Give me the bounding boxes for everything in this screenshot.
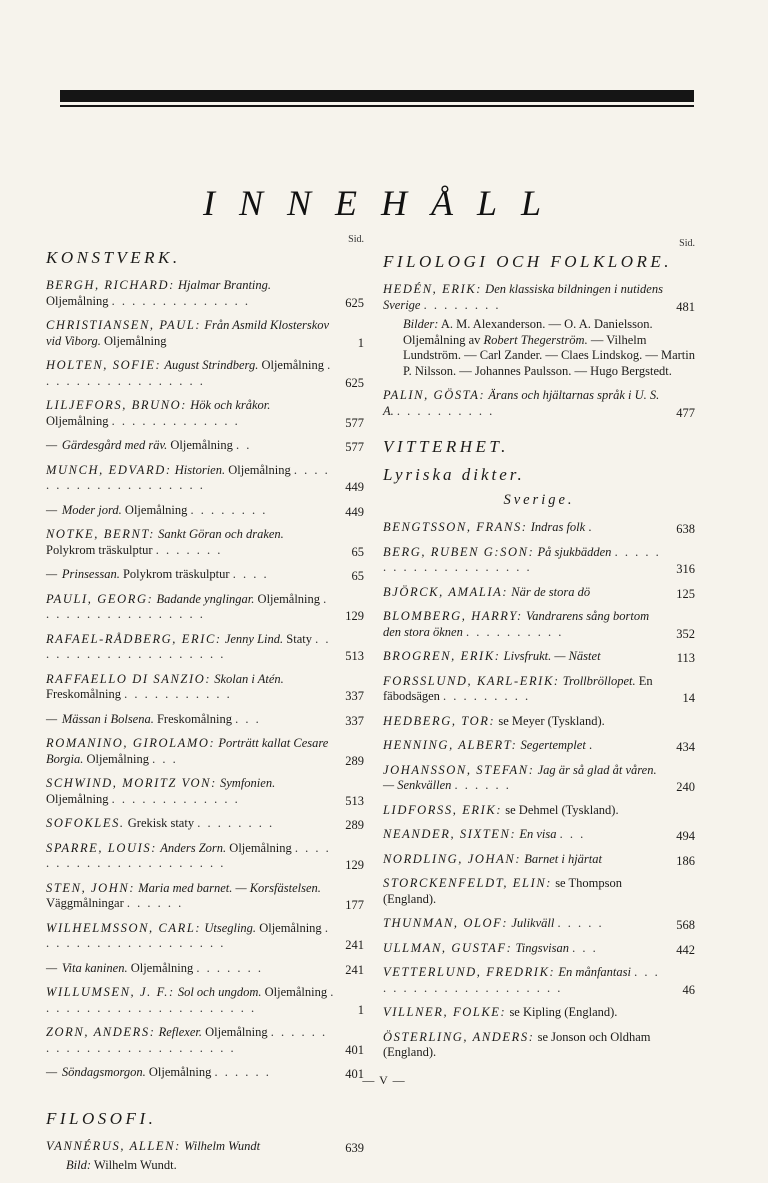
entry-description: Oljemålning [259,920,322,935]
entry-title: Livsfrukt. — Nästet [503,649,601,663]
poem-entry[interactable] [383,876,695,907]
entry-dots: . . . . . . . . [190,502,268,517]
entry-author: — [46,1065,59,1079]
entry-description: Freskomålning [156,711,232,726]
entry-title: Trollbröllopet. [562,673,636,688]
konstverk-entry[interactable] [46,358,364,389]
entry-title: Ärans och hjältarnas språk i U. S. A. [383,388,660,418]
entry-dots: . . . . . . . . [197,816,275,830]
entry-page: 568 [676,918,695,932]
entry-description: Oljemålning [148,1065,212,1079]
entry-description: Oljemålning [46,791,109,806]
entry-dots: . . . . . . . . . . . . . . . . . . . [46,920,330,950]
poem-entry[interactable] [383,1030,695,1061]
entry-description: Oljemålning [103,333,167,348]
entry-author: ULLMAN, GUSTAF: [383,940,513,955]
entry-dots: . . . . . . . . . . . . . . . . . . . . . . [46,840,331,870]
konstverk-entry[interactable] [46,881,364,912]
entry-dots: . . . . . . . [155,542,223,557]
page-title: INNEHÅLL [202,183,566,223]
entry-title: Symfonien. [220,776,276,790]
entry-dots: . . . . . . . . . . . . . . . . . . . . . [383,965,660,995]
entry-description: se Dehmel (Tyskland). [505,802,619,817]
section-heading-konstverk: KONSTVERK. [46,248,181,267]
entry-page: 129 [345,609,364,623]
poem-entry[interactable] [383,941,695,957]
entry-description: Staty [286,631,312,646]
entry-title: Anders Zorn. [160,840,227,855]
section-heading-filosofi: FILOSOFI. [46,1108,157,1128]
konstverk-entry[interactable] [46,503,364,519]
entry-author: SPARRE, LOUIS: [46,840,158,855]
konstverk-entry[interactable] [46,921,364,952]
page-number-label: Sid. [348,234,364,245]
entry-author: — [46,960,59,975]
entry-author: VANNÉRUS, ALLEN: [46,1138,181,1153]
entry-description: Oljemålning [124,502,188,517]
entry-page: 477 [676,405,695,420]
entry-title: Utsegling. [204,920,257,935]
entry-page: 289 [345,753,364,768]
entry-page: 639 [345,1140,364,1155]
entry-dots: . . . . . . [454,778,511,792]
entry-author: RAFAEL-RÅDBERG, ERIC: [46,631,222,646]
section-heading-vitterhet: VITTERHET. [383,437,509,456]
entry-author: ROMANINO, GIROLAMO: [46,736,216,750]
entry-author: LIDFORSS, ERIK: [383,802,503,817]
entry-description: Oljemålning [264,985,328,999]
entry-page: 186 [676,853,695,868]
entry-title: När de stora dö [511,584,591,599]
entry-author: BJÖRCK, AMALIA: [383,584,509,599]
entry-page: 241 [345,938,364,952]
poem-entry[interactable] [383,763,695,794]
credit-label: Bild: [66,1158,91,1172]
entry-title: Reflexer. [158,1025,202,1039]
entry-author: — [46,711,59,726]
header-rule-thick [60,90,694,102]
entry-author: BERG, RUBEN G:SON: [383,544,535,559]
entry-description: se Kipling (England). [509,1005,618,1019]
entry-author: LILJEFORS, BRUNO: [46,398,188,412]
entry-page: 289 [345,818,364,832]
entry-author: VILLNER, FOLKE: [383,1005,507,1019]
entry-dots: . . . . . . [126,896,184,910]
entry-description: Oljemålning [46,293,109,308]
konstverk-entry[interactable] [46,1025,364,1056]
entry-dots: . . . [235,711,261,726]
konstverk-entry[interactable] [46,961,364,977]
entry-description: se Thompson (England). [383,876,622,906]
entry-title: Barnet i hjärtat [524,851,602,866]
entry-page: 434 [676,740,695,754]
entry-title: Gärdesgård med räv. [61,438,168,452]
entry-description: . [588,520,592,534]
entry-page: 125 [676,586,695,601]
entry-title: Tingsvisan [515,940,569,955]
credit-label: Bilder: [403,317,439,331]
entry-author: HEDÉN, ERIK: [383,282,483,296]
entry-title: Sankt Göran och draken. [158,527,284,541]
entry-page: 240 [676,780,695,794]
poem-list [383,520,695,1061]
entry-author: MUNCH, EDVARD: [46,462,172,477]
entry-description: Oljemålning [205,1025,268,1039]
entry-dots: . . . [559,827,586,841]
filologi-credit [383,317,695,379]
entry-author: PAULI, GEORG: [46,591,154,606]
konstverk-entry[interactable] [46,398,364,429]
entry-author: BROGREN, ERIK: [383,649,501,663]
konstverk-entry[interactable] [46,712,364,728]
entry-page: 241 [345,962,364,977]
entry-author: NORDLING, JOHAN: [383,851,522,866]
entry-author: STORCKENFELDT, ELIN: [383,876,553,890]
entry-title: Indras folk [530,520,586,534]
entry-dots: . . . [152,751,178,766]
entry-title: Wilhelm Wundt [184,1138,261,1153]
entry-author: HENNING, ALBERT: [383,738,518,752]
entry-author: SOFOKLES. [46,816,125,830]
entry-author: NEANDER, SIXTEN: [383,827,517,841]
konstverk-entry[interactable] [46,736,364,767]
konstverk-entry[interactable] [46,632,364,663]
entry-dots: . . . . . . . [196,960,263,975]
entry-author: HEDBERG, TOR: [383,713,496,728]
entry-title: Hök och kråkor. [190,398,271,412]
entry-page: 442 [676,942,695,957]
entry-description: Oljemålning [170,438,233,452]
entry-author: CHRISTIANSEN, PAUL: [46,318,202,332]
entry-dots: . . . . . . . . . . . [124,687,232,701]
credit-text: Wilhelm Wundt. [93,1158,177,1172]
poem-entry[interactable] [383,965,695,996]
entry-author: JOHANSSON, STEFAN: [383,762,535,777]
entry-title: Prinsessan. [61,567,120,581]
entry-page: 65 [351,569,364,583]
entry-author: — [46,567,59,581]
entry-author: BERGH, RICHARD: [46,278,175,292]
entry-description: Grekisk staty [127,816,195,830]
poem-entry[interactable] [383,545,695,576]
entry-page: 638 [676,522,695,536]
section-heading-filologi: FILOLOGI OCH FOLKLORE. [383,252,673,271]
header-rule-thin [60,105,694,107]
entry-title: Maria med barnet. — Korsfästelsen. [138,880,321,895]
entry-page: 113 [676,651,695,665]
entry-page: 494 [676,829,695,843]
subsection-heading-sverige: Sverige. [503,491,575,508]
konstverk-entry[interactable] [46,438,364,454]
entry-author: BLOMBERG, HARRY: [383,609,523,623]
poem-entry[interactable] [383,609,695,640]
konstverk-entry[interactable] [46,985,364,1016]
entry-page: 65 [351,544,364,559]
entry-title: Historien. [174,462,226,477]
entry-dots: . . . . . . . . . . . . . . [111,293,250,308]
poem-entry[interactable] [383,916,695,932]
entry-page: 577 [345,415,364,430]
credit-painter: Robert Thegerström. [483,332,588,347]
poem-entry[interactable] [383,585,695,601]
page-footer: — V — [362,1073,406,1087]
entry-author: FORSSLUND, KARL-ERIK: [383,673,560,688]
entry-title: Sol och ungdom. [177,985,262,999]
poem-entry[interactable] [383,827,695,843]
entry-dots: . . . . . . . . . . . . . [111,413,240,428]
entry-page: 449 [345,480,364,494]
poem-entry[interactable] [383,803,695,819]
entry-author: ZORN, ANDERS: [46,1025,156,1039]
entry-page: 625 [345,295,364,310]
filosofi-credit [46,1158,364,1174]
entry-title: Hjalmar Branting. [177,278,272,292]
entry-dots: . . . . . . . . [423,297,501,312]
entry-title: Moder jord. [61,502,122,517]
entry-dots: . . . . . . . . . . . . . . . . . . . . [383,544,661,574]
page-number-label-right: Sid. [679,238,695,249]
entry-dots: . . . . . [557,916,604,930]
entry-author: WILLUMSEN, J. F.: [46,985,175,999]
entry-dots: . . . . . . . . . . . . . . . . . . . . [46,631,331,661]
entry-page: 337 [345,713,364,728]
entry-title: Vita kaninen. [61,960,128,975]
entry-dots: . . . . . . . . . . . . . . . . . [46,591,329,621]
entry-description: Väggmålningar [46,896,124,910]
entry-dots: . . . . . . . . . . . . . . . . . [46,358,333,388]
entry-author: VETTERLUND, FREDRIK: [383,965,556,979]
entry-page: 481 [676,299,695,314]
entry-dots: . . . . . . . . . [443,689,531,703]
entry-title: Jenny Lind. [224,631,284,646]
entry-title: Porträtt kallat Cesare Borgia. [46,736,329,766]
filologi-entry[interactable] [383,282,695,313]
entry-page: 46 [682,982,695,997]
left-column [46,234,364,1183]
entry-dots: . . . . . . . . . . [396,403,495,418]
entry-description: se Jonson och Oldham (England). [383,1029,651,1059]
entry-description: . [588,738,593,752]
konstverk-list [46,278,364,1081]
entry-title: En visa [519,827,557,841]
entry-page: 1 [357,1002,364,1017]
konstverk-entry[interactable] [46,592,364,623]
entry-title: Från Asmild Klosterskov vid Viborg. [46,318,330,348]
entry-dots: . . . . . . . . . . . . . . . . . . . . . . [46,985,336,1015]
poem-entry[interactable] [383,674,695,705]
credit-text-post: — Vilhelm Lundström. — Carl Zander. — Claes Lindskog. — Martin P. Nilsson. — Johannes Paulsson. — Hugo Bergstedt. [403,332,695,378]
entry-author: BENGTSSON, FRANS: [383,520,528,534]
entry-description: Oljemålning [228,462,291,477]
entry-description: En fäbodsägen [383,673,653,703]
entry-title: På sjukbädden [537,544,612,559]
right-column [383,238,695,1070]
entry-description: Oljemålning [130,960,194,975]
entry-description: Oljemålning [46,413,109,428]
entry-page: 449 [345,504,364,519]
entry-page: 316 [676,562,695,576]
entry-author: NOTKE, BERNT: [46,527,156,541]
entry-title: Söndagsmorgon. [61,1065,146,1079]
entry-title: Den klassiska bildningen i nutidens Sverige [383,282,663,312]
entry-title: En månfantasi [558,965,631,979]
entry-dots: . . . . . . . . . . . . . [111,791,240,806]
konstverk-entry[interactable] [46,567,364,583]
entry-page: 337 [345,689,364,703]
entry-description: Oljemålning [86,751,150,766]
konstverk-entry[interactable] [46,527,364,558]
entry-author: HOLTEN, SOFIE: [46,358,162,372]
poem-entry[interactable] [383,738,695,754]
entry-title: Jag är så glad åt våren. — Senkvällen [383,762,657,792]
entry-author: — [46,438,59,452]
poem-entry[interactable] [383,649,695,665]
entry-dots: . . . . . . [214,1065,271,1079]
entry-description: Freskomålning [46,687,121,701]
entry-page: 625 [345,375,364,390]
entry-page: 352 [676,626,695,641]
subsection-heading-lyriska: Lyriska dikter. [383,465,525,484]
entry-title: Segertemplet [520,738,586,752]
entry-page: 513 [345,793,364,808]
entry-dots: . . [236,438,252,452]
entry-page: 401 [345,1067,364,1081]
entry-author: — [46,502,59,517]
entry-title: Skolan i Atén. [214,671,284,686]
entry-title: Julikväll [511,916,555,930]
credit-text-pre: A. M. Alexanderson. — O. A. Danielsson. Oljemålning av [403,317,653,347]
entry-page: 513 [345,649,364,663]
entry-description: Oljemålning [257,591,321,606]
entry-author: SCHWIND, MORITZ VON: [46,776,217,790]
entry-title: Vandrarens sång bortom den stora öknen [383,609,650,639]
filosofi-entry[interactable] [46,1139,364,1155]
entry-dots: . . . . . . . . . . . . . . . . . . . . [46,462,330,492]
poem-entry[interactable] [383,852,695,868]
konstverk-entry[interactable] [46,672,364,703]
entry-description: Polykrom träskulptur [46,542,153,557]
entry-author: STEN, JOHN: [46,880,136,895]
entry-author: PALIN, GÖSTA: [383,388,486,402]
konstverk-entry[interactable] [46,278,364,309]
entry-page: 577 [345,440,364,454]
entry-dots: . . . [572,940,598,955]
entry-dots: . . . . . . . . . . . . . . . . . . . . . . . . . [46,1025,328,1055]
entry-title: Mässan i Bolsena. [61,711,154,726]
poem-entry[interactable] [383,520,695,536]
entry-page: 129 [345,858,364,872]
entry-description: Oljemålning [261,358,324,372]
entry-description: Oljemålning [229,840,292,855]
entry-author: RAFFAELLO DI SANZIO: [46,671,212,686]
entry-page: 1 [357,335,364,350]
entry-page: 177 [345,898,364,912]
poem-entry[interactable] [383,714,695,730]
entry-author: WILHELMSSON, CARL: [46,920,202,935]
entry-dots: . . . . [232,567,269,581]
entry-author: THUNMAN, OLOF: [383,916,509,930]
entry-title: August Strindberg. [164,358,259,372]
konstverk-entry[interactable] [46,318,364,349]
entry-page: 14 [682,691,695,705]
filologi-entry[interactable] [383,388,695,419]
konstverk-entry[interactable] [46,841,364,872]
konstverk-entry[interactable] [46,816,364,832]
entry-page: 401 [345,1042,364,1057]
entry-title: Badande ynglingar. [156,591,255,606]
konstverk-entry[interactable] [46,776,364,807]
entry-description: se Meyer (Tyskland). [498,713,605,728]
konstverk-entry[interactable] [46,463,364,494]
entry-dots: . . . . . . . . . . [465,624,564,639]
entry-author: ÖSTERLING, ANDERS: [383,1029,535,1044]
entry-description: Polykrom träskulptur [122,567,230,581]
poem-entry[interactable] [383,1005,695,1021]
